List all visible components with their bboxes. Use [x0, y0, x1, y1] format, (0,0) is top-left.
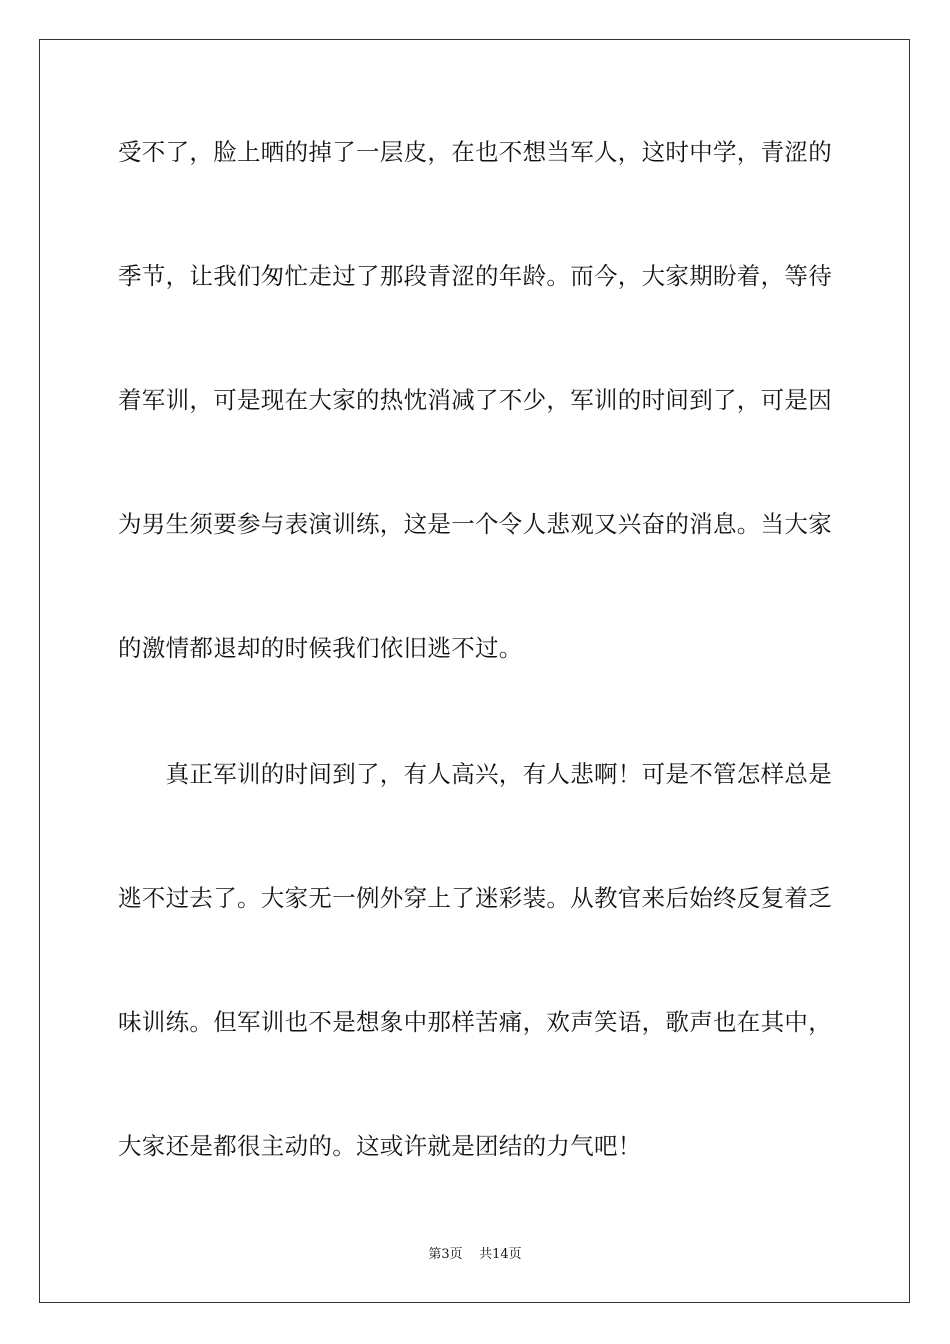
text-line: 受不了，脸上晒的掉了一层皮，在也不想当军人，这时中学，青涩的 — [118, 138, 832, 166]
text-line: 大家还是都很主动的。这或许就是团结的力气吧！ — [118, 1132, 642, 1160]
page-total: 共14页 — [479, 1247, 522, 1262]
text-line: 的激情都退却的时候我们依旧逃不过。 — [118, 634, 523, 662]
text-line: 味训练。但军训也不是想象中那样苦痛，欢声笑语，歌声也在其中， — [118, 1008, 832, 1036]
page-number: 第3页 — [428, 1247, 463, 1262]
text-line: 着军训，可是现在大家的热忱消减了不少，军训的时间到了，可是因 — [118, 386, 832, 414]
page-footer — [0, 1246, 950, 1264]
text-line: 季节，让我们匆忙走过了那段青涩的年龄。而今，大家期盼着，等待 — [118, 262, 832, 290]
text-line: 真正军训的时间到了，有人高兴，有人悲啊！可是不管怎样总是 — [118, 760, 832, 788]
page-border — [39, 39, 910, 1303]
text-line: 逃不过去了。大家无一例外穿上了迷彩装。从教官来后始终反复着乏 — [118, 884, 832, 912]
text-line: 为男生须要参与表演训练，这是一个令人悲观又兴奋的消息。当大家 — [118, 510, 832, 538]
